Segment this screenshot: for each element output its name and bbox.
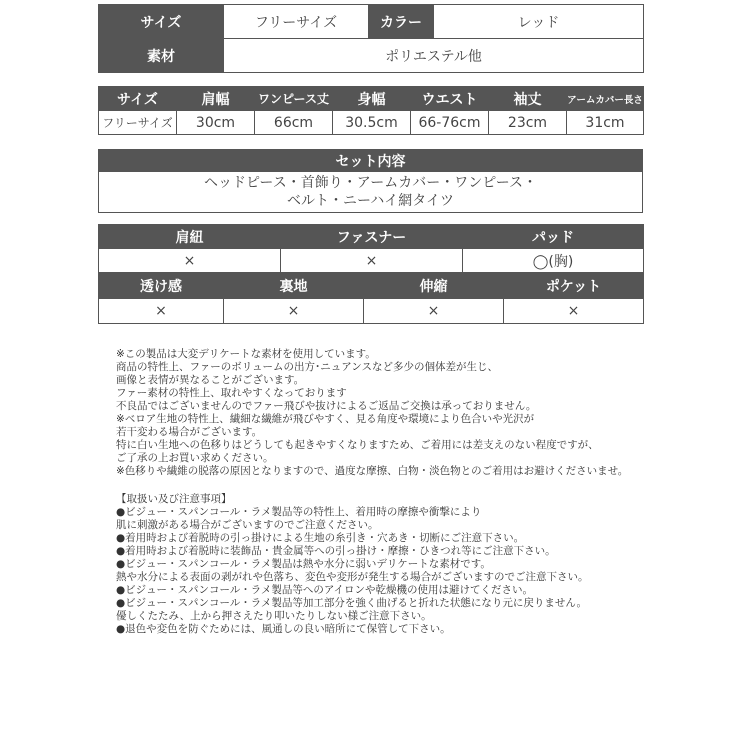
features2-value-row — [99, 299, 644, 324]
value-waist: 66-76cm — [411, 111, 489, 135]
header-dress-length: ワンピース丈 — [255, 87, 333, 111]
note-line: ●ビジュー・スパンコール・ラメ製品等の特性上、着用時の摩擦や衝撃により — [116, 506, 482, 518]
color-value: レッド — [434, 5, 644, 39]
header-zipper: ファスナー — [281, 225, 463, 249]
note-line: ※ベロア生地の特性上、繊細な繊維が飛びやすく、見る角度や環境により色合いや光沢が — [116, 413, 535, 425]
header-lining: 裏地 — [224, 274, 364, 299]
note-line: 特に白い生地への色移りはどうしても起きやすくなりますため、ご着用には差支えのない程度ですが、 — [116, 439, 599, 451]
header-body-width: 身幅 — [333, 87, 411, 111]
set-contents-value — [99, 172, 643, 213]
color-label: カラー — [369, 5, 434, 39]
set-contents-header: セット内容 — [99, 150, 643, 172]
value-dress-length: 66cm — [255, 111, 333, 135]
material-row — [99, 39, 644, 73]
measurement-header-row — [99, 87, 644, 111]
features1-value-row — [99, 249, 644, 273]
header-sleeve: 袖丈 — [489, 87, 567, 111]
note-line: ●ビジュー・スパンコール・ラメ製品は熱や水分に弱いデリケートな素材です。 — [116, 558, 491, 570]
features2-header-row — [99, 274, 644, 299]
features-table-2 — [98, 273, 644, 324]
header-pad: パッド — [463, 225, 644, 249]
note-line: 若干変わる場合がございます。 — [116, 426, 263, 438]
note-line: ●ビジュー・スパンコール・ラメ製品等へのアイロンや乾燥機の使用は避けてください。 — [116, 584, 533, 596]
header-size: サイズ — [99, 87, 177, 111]
note-line: ※この製品は大変デリケートな素材を使用しています。 — [116, 348, 376, 360]
value-pocket: × — [504, 299, 644, 324]
note-line: 肌に刺激がある場合がございますのでご注意ください。 — [116, 519, 379, 531]
material-value: ポリエステル他 — [224, 39, 644, 73]
value-pad: ◯(胸) — [463, 249, 644, 273]
note-line: ファー素材の特性上、取れやすくなっております — [116, 387, 347, 399]
material-label: 素材 — [99, 39, 224, 73]
value-strap: × — [99, 249, 281, 273]
note-line: 熱や水分による表面の剥がれや色落ち、変色や変形が発生する場合がございますのでご注意下さい。 — [116, 571, 589, 583]
value-size: フリーサイズ — [99, 111, 177, 135]
material-notes — [116, 348, 636, 478]
basic-info-table — [98, 4, 644, 73]
value-shoulder: 30cm — [177, 111, 255, 135]
note-line: ご了承の上お買い求めください。 — [116, 452, 274, 464]
set-contents-line: ベルト・ニーハイ網タイツ — [286, 193, 455, 209]
header-waist: ウエスト — [411, 87, 489, 111]
set-contents-line: ヘッドピース・首飾り・アームカバー・ワンピース・ — [203, 175, 538, 191]
set-value-row — [99, 172, 643, 213]
note-line: 不良品ではございませんのでファー飛びや抜けによるご返品ご交換は承っておりません。 — [116, 400, 537, 412]
header-strap: 肩紐 — [99, 225, 281, 249]
set-header-row — [99, 150, 643, 172]
note-line: ●退色や変色を防ぐためには、風通しの良い暗所にて保管して下さい。 — [116, 623, 451, 635]
value-arm-cover: 31cm — [567, 111, 644, 135]
features-table-1 — [98, 224, 644, 273]
value-body-width: 30.5cm — [333, 111, 411, 135]
header-sheerness: 透け感 — [99, 274, 224, 299]
set-contents-table — [98, 149, 643, 213]
note-line: ●着用時および着脱時の引っ掛けによる生地の糸引き・穴あき・切断にご注意下さい。 — [116, 532, 525, 544]
note-line: 商品の特性上、ファーのボリュームの出方･ニュアンスなど多少の個体差が生じ、 — [116, 361, 498, 373]
size-value: フリーサイズ — [224, 5, 369, 39]
value-stretch: × — [364, 299, 504, 324]
header-arm-cover: アームカバー長さ — [567, 87, 644, 111]
value-sheerness: × — [99, 299, 224, 324]
measurement-table — [98, 86, 644, 135]
size-label: サイズ — [99, 5, 224, 39]
size-color-row — [99, 5, 644, 39]
measurement-value-row — [99, 111, 644, 135]
value-zipper: × — [281, 249, 463, 273]
features1-header-row — [99, 225, 644, 249]
note-line: ●ビジュー・スパンコール・ラメ製品等加工部分を強く曲げると折れた状態になり元に戻りません。 — [116, 597, 588, 609]
handling-notes — [116, 493, 636, 636]
note-line: 優しくたたみ、上から押さえたり叩いたりしない様ご注意下さい。 — [116, 610, 432, 622]
header-stretch: 伸縮 — [364, 274, 504, 299]
value-sleeve: 23cm — [489, 111, 567, 135]
header-shoulder: 肩幅 — [177, 87, 255, 111]
header-pocket: ポケット — [504, 274, 644, 299]
value-lining: × — [224, 299, 364, 324]
note-line: 【取扱い及び注意事項】 — [116, 493, 232, 505]
note-line: ※色移りや繊維の脱落の原因となりますので、過度な摩擦、白物・淡色物とのご着用はお避けくださいませ。 — [116, 465, 629, 477]
note-line: 画像と表情が異なることがございます。 — [116, 374, 305, 386]
note-line: ●着用時および着脱時に装飾品・貴金属等への引っ掛け・摩擦・ひきつれ等にご注意下さい。 — [116, 545, 556, 557]
